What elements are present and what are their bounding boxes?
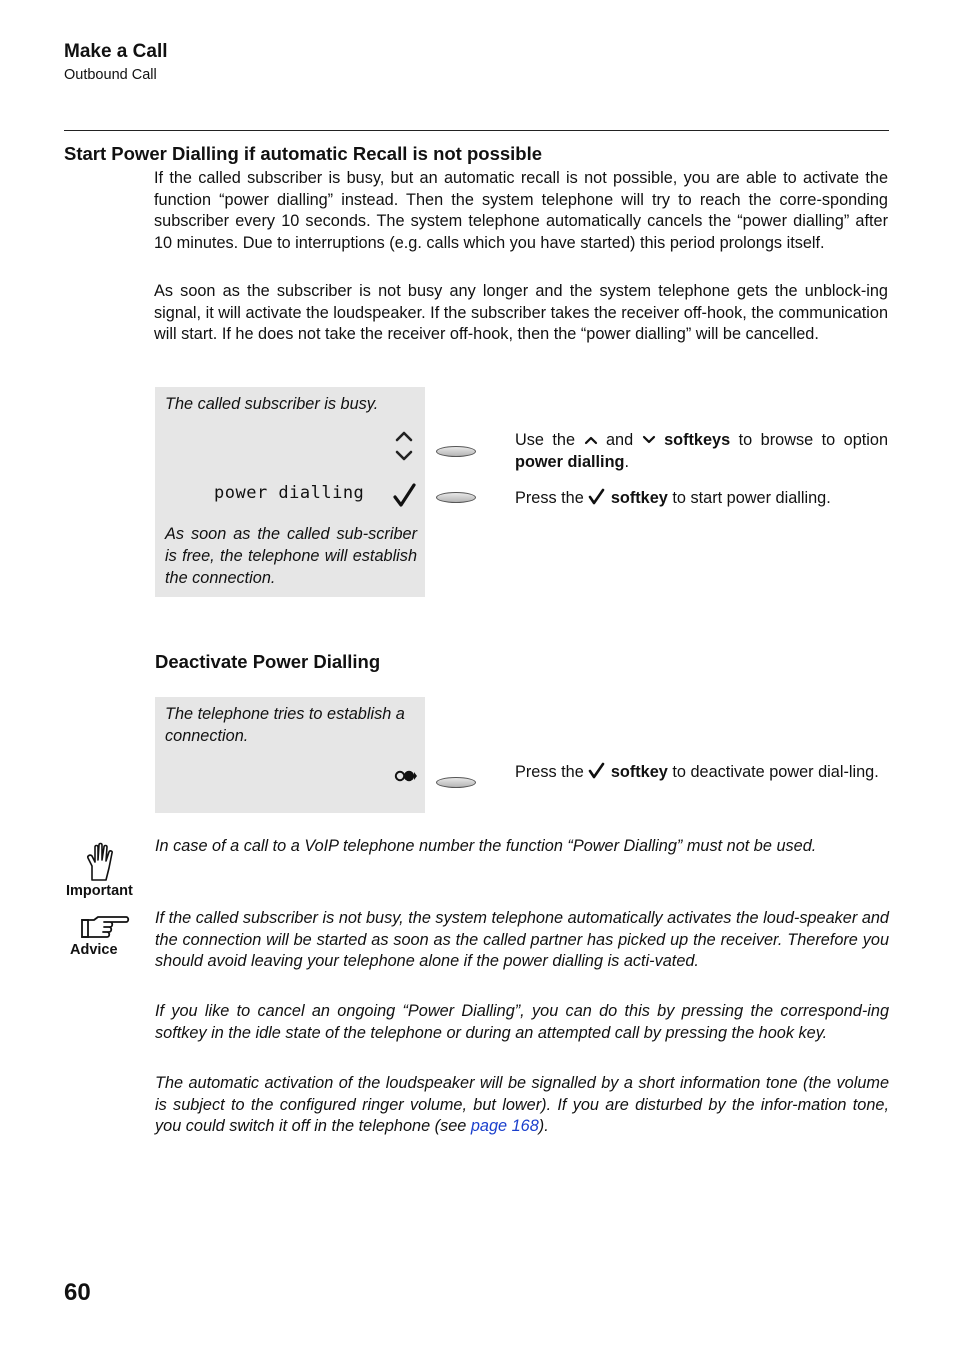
advice-paragraph-3 — [155, 1073, 889, 1138]
instruction-bold: softkeys — [664, 431, 731, 449]
page-reference-link[interactable]: page 168 — [470, 1117, 539, 1136]
checkmark-icon — [588, 488, 606, 506]
phone-display-box-2 — [155, 697, 425, 813]
softkey-confirm[interactable] — [436, 492, 476, 503]
intro-paragraph-2: As soon as the subscriber is not busy any longer and the system telephone gets the unblock-ing signal, it will activate the loudspeaker. If the subscriber takes the receiver off-hook, the communication will start. If he does not take the receiver off-hook, then the “power dialling” will be cancelled. — [154, 282, 888, 344]
instruction-browse — [515, 430, 888, 473]
instruction-bold: softkey — [610, 763, 668, 781]
instruction-bold: softkey — [610, 489, 668, 507]
instruction-deactivate — [515, 762, 888, 784]
raised-hand-icon — [84, 842, 116, 882]
advice-paragraph-2: If you like to cancel an ongoing “Power Dialling”, you can do this by pressing the correspond-ing softkey in the idle state of the telephone or during an attempted call by pressing the hook key. — [155, 1002, 889, 1042]
down-arrow-icon — [642, 435, 656, 445]
important-label: Important — [66, 883, 133, 899]
checkmark-icon — [588, 762, 606, 780]
advice-label: Advice — [70, 942, 118, 958]
instruction-text: to browse to option — [738, 431, 889, 449]
power-dialling-active-icon — [394, 769, 418, 783]
softkey-browse[interactable] — [436, 446, 476, 457]
softkey-deactivate[interactable] — [436, 777, 476, 788]
instruction-text: Press the — [515, 763, 584, 781]
instruction-text: . — [624, 452, 629, 471]
advice-text: The automatic activation of the loudspeaker will be signalled by a short information tone (the volume is subject to the configured ringer volume, but lower). If you are disturbed by the infor-mation tone, you could switch it off in the telephone (see — [155, 1074, 889, 1136]
display-status-connecting: The telephone tries to establish a connection. — [165, 705, 405, 745]
instruction-start — [515, 488, 888, 510]
checkmark-icon — [393, 483, 417, 509]
section-heading-start-power-dialling: Start Power Dialling if automatic Recall is not possible — [64, 143, 543, 164]
page-header-title: Make a Call — [64, 41, 168, 62]
phone-display-box-1 — [155, 387, 425, 597]
instruction-text: Press the — [515, 489, 584, 507]
pointing-hand-icon — [80, 914, 130, 940]
display-status-busy: The called subscriber is busy. — [165, 395, 379, 413]
instruction-option: power dialling — [515, 452, 625, 471]
page-header-subtitle: Outbound Call — [64, 67, 157, 83]
display-menu-option: power dialling — [214, 483, 365, 503]
important-note: In case of a call to a VoIP telephone number the function “Power Dialling” must not be used. — [155, 837, 817, 855]
instruction-text: Use the — [515, 431, 576, 449]
instruction-text: to start power dialling. — [672, 489, 831, 507]
intro-paragraph-1: If the called subscriber is busy, but an automatic recall is not possible, you are able to activate the function “power dialling” instead. Then the system telephone will try to reach the corre-sponding subscriber every 10 seconds. The system telephone automatically cancels the “power dialling” after 10 minutes. Due to interruptions (e.g. calls which you have started) this period prolongs itself. — [154, 169, 888, 252]
up-arrow-icon — [584, 435, 598, 445]
section-heading-deactivate: Deactivate Power Dialling — [155, 651, 381, 672]
down-arrow-icon — [395, 450, 413, 462]
instruction-text: and — [605, 431, 634, 449]
header-divider — [64, 130, 889, 131]
advice-text: ). — [538, 1117, 549, 1136]
up-arrow-icon — [395, 430, 413, 442]
advice-paragraph-1: If the called subscriber is not busy, the system telephone automatically activates the loud-speaker and the connection will be started as soon as the called partner has picked up the receiver. Therefore you should avoid leaving your telephone alone if the power dialling is acti-vated. — [155, 909, 889, 971]
display-note-connection: As soon as the called sub-scriber is free, the telephone will establish the connection. — [165, 525, 417, 587]
instruction-text: to deactivate power dial-ling. — [672, 763, 879, 781]
page-number: 60 — [64, 1279, 91, 1306]
